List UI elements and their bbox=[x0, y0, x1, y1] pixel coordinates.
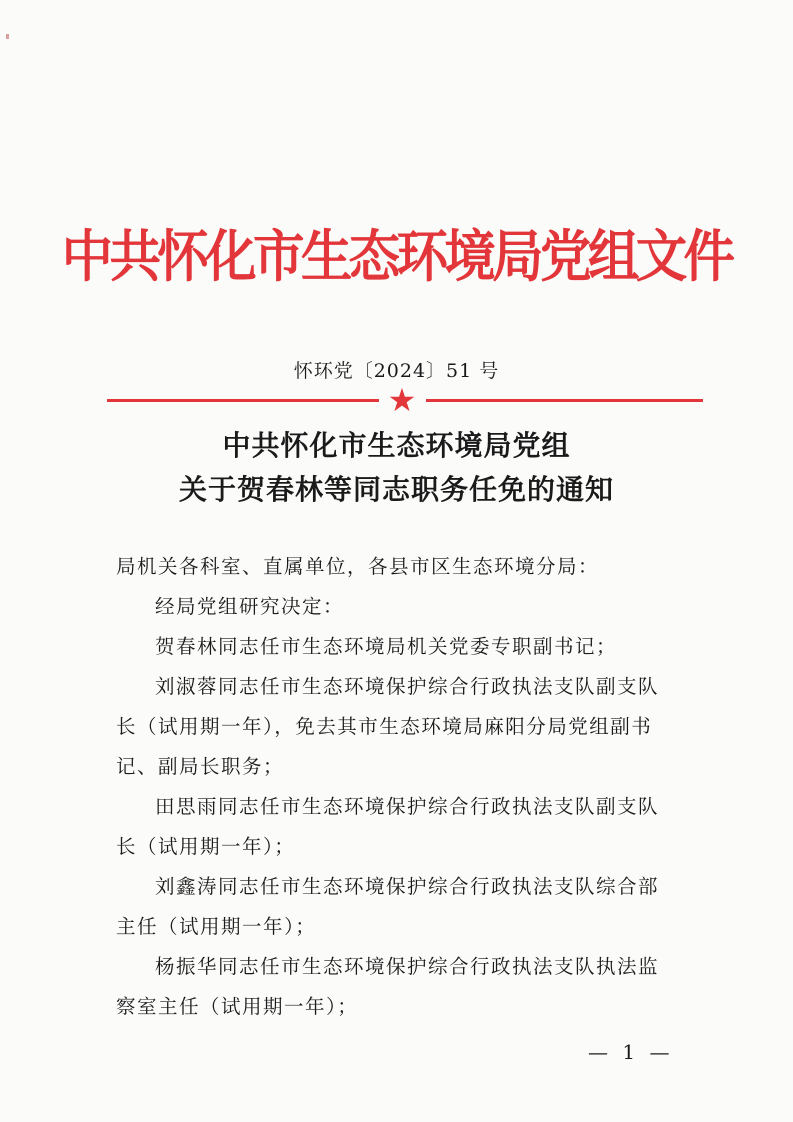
scan-mark bbox=[6, 34, 9, 39]
body-paragraph: 田思雨同志任市生态环境保护综合行政执法支队副支队长（试用期一年）； bbox=[116, 795, 660, 858]
page-number: — 1 — bbox=[588, 1040, 674, 1064]
notice-title-line2: 关于贺春林等同志职务任免的通知 bbox=[178, 473, 614, 506]
red-rule-right bbox=[426, 399, 703, 402]
notice-title-line1: 中共怀化市生态环境局党组 bbox=[222, 429, 571, 462]
body-paragraph: 杨振华同志任市生态环境保护综合行政执法支队执法监察室主任（试用期一年）； bbox=[116, 955, 660, 1018]
document-number: 怀环党〔2024〕51 号 bbox=[293, 360, 500, 382]
red-rule-left bbox=[107, 399, 379, 402]
body-paragraph: 刘鑫涛同志任市生态环境保护综合行政执法支队综合部主任（试用期一年）； bbox=[116, 875, 660, 938]
body-paragraph: 经局党组研究决定： bbox=[155, 595, 345, 618]
body-paragraph: 刘淑蓉同志任市生态环境保护综合行政执法支队副支队长（试用期一年），免去其市生态环境局麻阳分局党组副书记、副局长职务； bbox=[116, 675, 660, 778]
issuer-title: 中共怀化市生态环境局党组文件 bbox=[61, 225, 732, 290]
notice-body bbox=[116, 547, 676, 1027]
addressee: 局机关各科室、直属单位，各县市区生态环境分局： bbox=[116, 555, 600, 578]
star-icon: ★ bbox=[387, 381, 417, 419]
body-paragraph: 贺春林同志任市生态环境局机关党委专职副书记； bbox=[155, 635, 618, 658]
